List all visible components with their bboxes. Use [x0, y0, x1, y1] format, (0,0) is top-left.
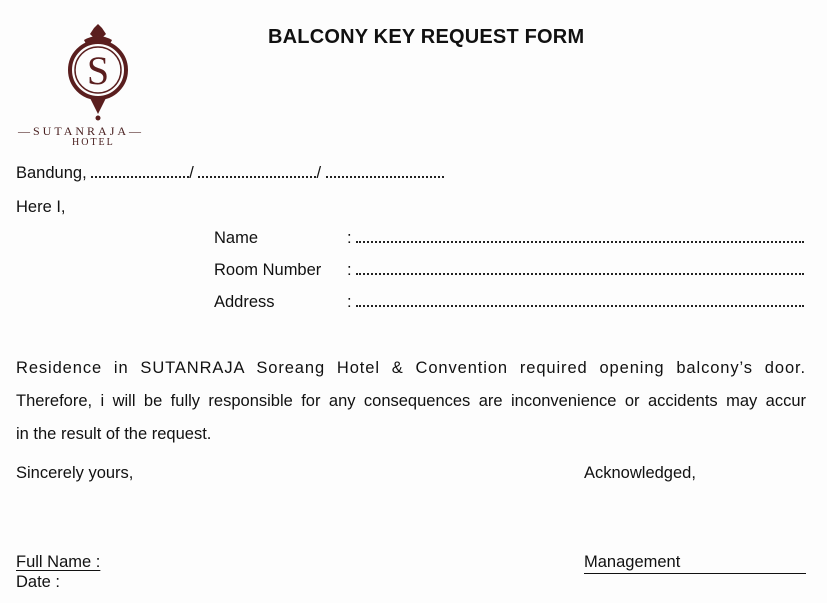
address-label: Address — [214, 293, 275, 311]
hotel-emblem-icon — [34, 24, 184, 124]
date-prefix: Bandung, — [16, 164, 87, 182]
date-label: Date : — [16, 573, 61, 591]
management-label: Management — [584, 553, 681, 571]
name-label: Name — [214, 229, 259, 247]
acknowledged-text: Acknowledged, — [584, 464, 696, 482]
statement-line-3: in the result of the request. — [16, 425, 212, 443]
room-number-field[interactable]: : — [347, 261, 804, 280]
full-name-label: Full Name : — [16, 553, 101, 571]
room-number-label: Room Number — [214, 261, 322, 279]
statement-paragraph — [16, 352, 806, 451]
address-field[interactable]: : — [347, 293, 804, 312]
date-separator-1: / — [189, 164, 194, 182]
name-field[interactable]: : — [347, 229, 804, 248]
intro-text: Here I, — [16, 198, 66, 216]
logo-brand-text: —SUTANRAJA— — [18, 124, 145, 138]
date-separator-2: / — [316, 164, 322, 182]
logo-sub-text: HOTEL — [72, 137, 115, 148]
date-line — [16, 164, 444, 183]
svg-text:S: S — [86, 48, 110, 93]
management-signature-line[interactable] — [584, 573, 806, 574]
statement-line-1: Residence in SUTANRAJA Soreang Hotel & Convention required opening balcony’s door. — [16, 359, 806, 377]
statement-line-2: Therefore, i will be fully responsible for any consequences are inconvenience or accidents may accur — [16, 392, 806, 410]
day-field[interactable] — [91, 164, 189, 178]
year-field[interactable] — [326, 164, 444, 178]
sutanraja-hotel-logo — [14, 24, 184, 154]
sincerely-text: Sincerely yours, — [16, 464, 134, 482]
month-field[interactable] — [198, 164, 316, 178]
form-title: BALCONY KEY REQUEST FORM — [268, 26, 585, 48]
